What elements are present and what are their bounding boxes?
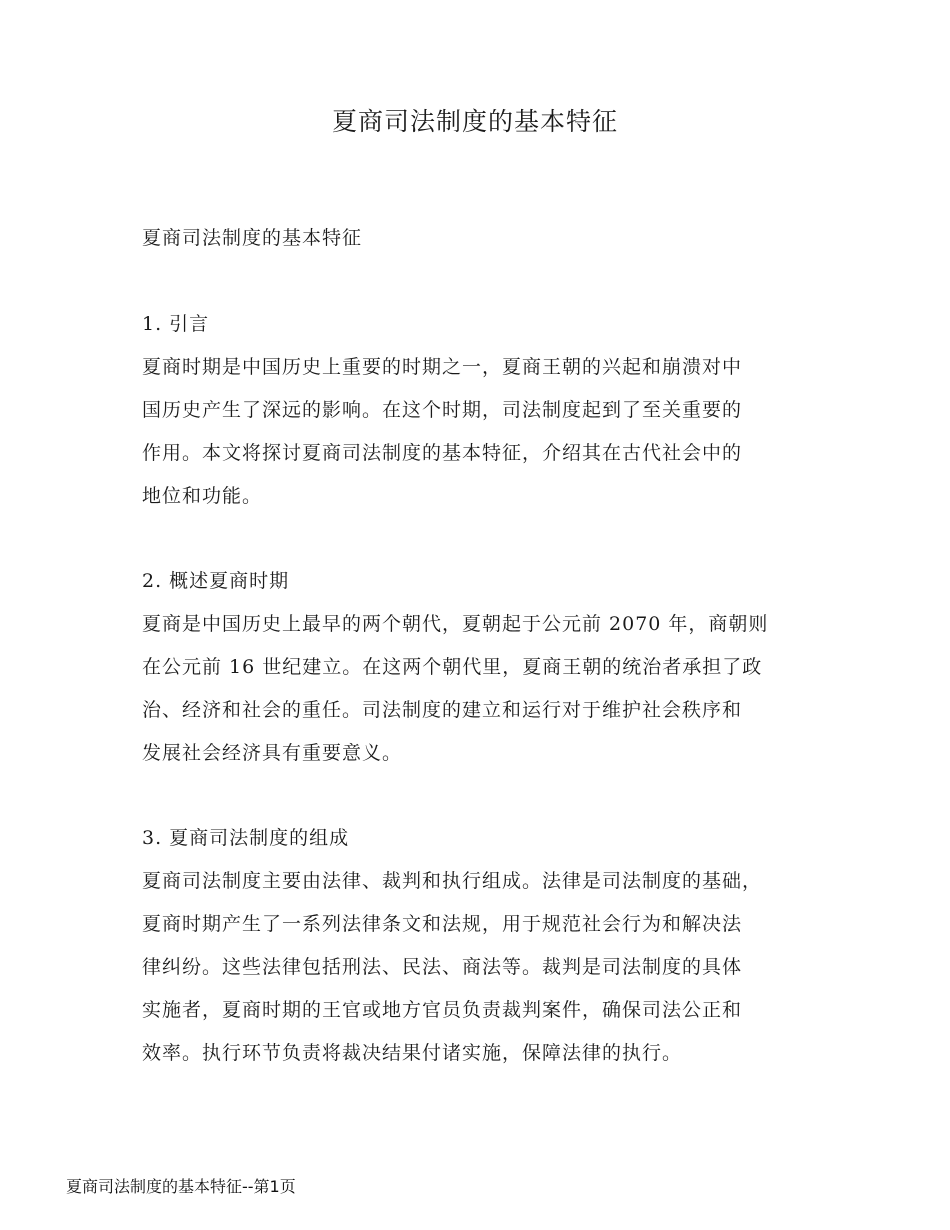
paragraph-line: 效率。执行环节负责将裁决结果付诸实施，保障法律的执行。 — [142, 1042, 683, 1064]
paragraph-line: 夏商时期产生了一系列法律条文和法规，用于规范社会行为和解决法 — [142, 913, 743, 935]
paragraph-line: 作用。本文将探讨夏商司法制度的基本特征，介绍其在古代社会中的 — [142, 442, 743, 464]
section-heading: 1. 引言 — [142, 313, 210, 335]
document-subtitle: 夏商司法制度的基本特征 — [142, 227, 363, 249]
paragraph-line: 律纠纷。这些法律包括刑法、民法、商法等。裁判是司法制度的具体 — [142, 956, 743, 978]
paragraph-line: 发展社会经济具有重要意义。 — [142, 742, 403, 764]
section-overview — [142, 567, 842, 775]
section-introduction — [142, 310, 842, 518]
paragraph-line: 夏商司法制度主要由法律、裁判和执行组成。法律是司法制度的基础， — [142, 870, 763, 892]
paragraph-line: 治、经济和社会的重任。司法制度的建立和运行对于维护社会秩序和 — [142, 699, 743, 721]
section-composition — [142, 824, 842, 1075]
paragraph-line: 实施者，夏商时期的王官或地方官员负责裁判案件，确保司法公正和 — [142, 999, 743, 1021]
section-heading: 3. 夏商司法制度的组成 — [142, 827, 350, 849]
paragraph-line: 夏商是中国历史上最早的两个朝代，夏朝起于公元前 2070 年，商朝则 — [142, 613, 769, 635]
paragraph-line: 夏商时期是中国历史上重要的时期之一，夏商王朝的兴起和崩溃对中 — [142, 356, 743, 378]
document-title: 夏商司法制度的基本特征 — [331, 107, 618, 136]
paragraph-line: 在公元前 16 世纪建立。在这两个朝代里，夏商王朝的统治者承担了政 — [142, 656, 763, 678]
paragraph-line: 地位和功能。 — [142, 485, 263, 507]
page-footer: 夏商司法制度的基本特征--第1页 — [66, 1177, 296, 1196]
section-heading: 2. 概述夏商时期 — [142, 570, 290, 592]
paragraph-line: 国历史产生了深远的影响。在这个时期，司法制度起到了至关重要的 — [142, 399, 743, 421]
